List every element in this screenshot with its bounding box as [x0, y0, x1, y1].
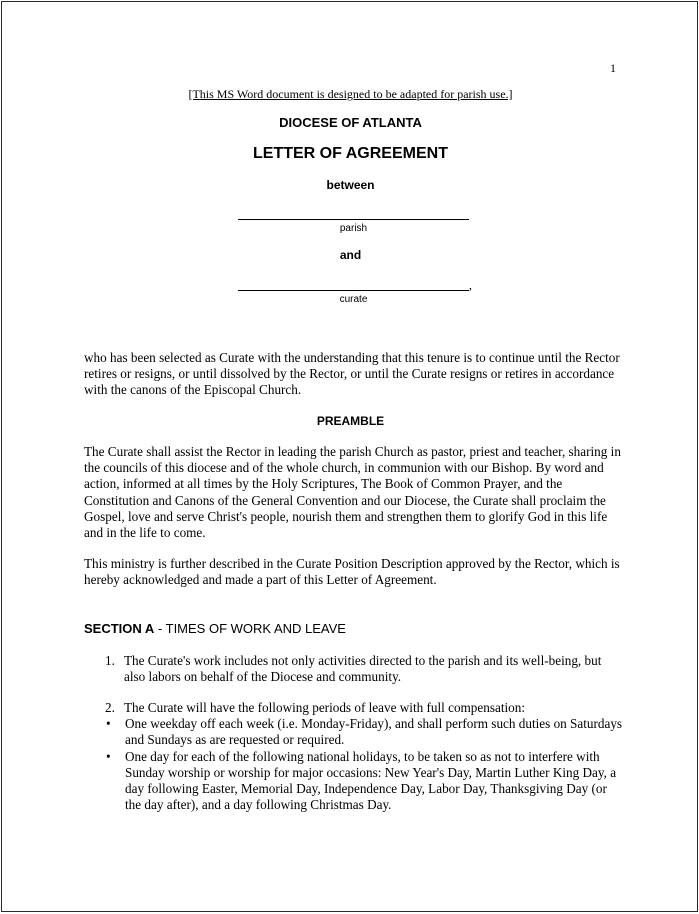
parish-label: parish: [339, 223, 368, 234]
section-a-heading: [84, 621, 346, 636]
bullet-item: [84, 749, 624, 814]
adaptation-note: [This MS Word document is designed to be adapted for parish use.]: [188, 87, 513, 101]
list-item-text: The Curate will have the following periods of leave with full compensation:: [124, 700, 526, 715]
signature-comma: ,: [469, 278, 472, 292]
list-item-number: 1.: [105, 653, 115, 668]
bullet-text: One weekday off each week (i.e. Monday-Friday), and shall perform such duties on Saturdays and Sundays as are requested or required.: [125, 716, 623, 748]
section-a-label: SECTION A: [84, 621, 155, 636]
and-label: and: [339, 248, 362, 262]
position-description-paragraph: This ministry is further described in the Curate Position Description approved by the Rector, which is hereby acknowledged and made a part of this Letter of Agreement.: [84, 556, 620, 588]
between-label: between: [326, 178, 375, 192]
list-item: [84, 653, 624, 685]
bullet-icon: •: [106, 748, 111, 764]
parish-signature-line: [238, 219, 469, 220]
preamble-heading: PREAMBLE: [316, 414, 385, 428]
bullet-item: [84, 716, 624, 748]
intro-paragraph: who has been selected as Curate with the understanding that this tenure is to continue until the Rector retires or resigns, or until dissolved by the Rector, or until the Curate resigns or retires in accordance with the canons of the Episcopal Church.: [84, 350, 620, 398]
curate-signature-line: [238, 290, 469, 291]
section-a-title: - TIMES OF WORK AND LEAVE: [154, 621, 346, 636]
bullet-text: One day for each of the following national holidays, to be taken so as not to interfere with Sunday worship or worship for major occasions: New Year's Day, Martin Luther King Day, a day following Easter, Memorial Day, Independence Day, Labor Day, Thanksgiving Day (or the day after), and a day following Christmas Day.: [125, 748, 617, 813]
list-item-number: 2.: [105, 700, 115, 715]
page-number: 1: [610, 61, 616, 75]
list-item: [84, 700, 624, 813]
document-page: [1, 1, 698, 912]
document-title: LETTER OF AGREEMENT: [253, 145, 448, 162]
curate-label: curate: [339, 294, 368, 305]
bullet-icon: •: [106, 716, 111, 732]
leave-bullet-list: [84, 716, 624, 813]
list-item-text: The Curate's work includes not only activities directed to the parish and its well-being, but also labors on behalf of the Diocese and community.: [124, 653, 602, 685]
preamble-paragraph: The Curate shall assist the Rector in leading the parish Church as pastor, priest and teacher, sharing in the councils of this diocese and of the whole church, in communion with our Bishop. By word and action, informed at all times by the Holy Scriptures, The Book of Common Prayer, and the Constitution and Canons of the General Convention and our Diocese, the Curate shall proclaim the Gospel, love and serve Christ's people, nourish them and strengthen them to glorify God in this life and in the life to come.: [84, 444, 621, 541]
diocese-heading: DIOCESE OF ATLANTA: [279, 115, 422, 130]
